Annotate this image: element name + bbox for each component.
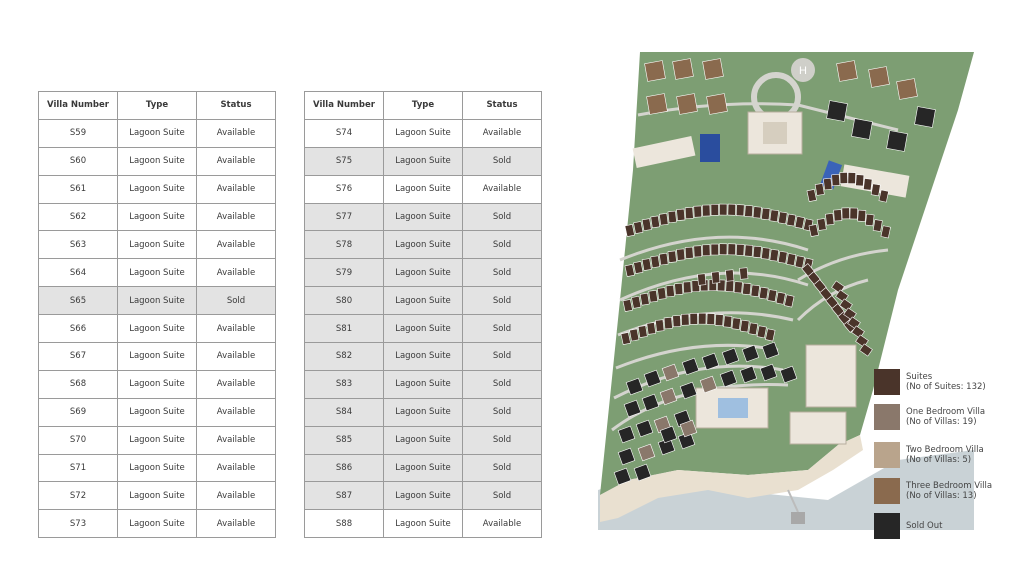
table-row	[39, 315, 276, 343]
header-status: Status	[197, 92, 276, 120]
villa-unit	[726, 280, 734, 291]
villa-number-cell: S81	[305, 315, 384, 343]
table-row	[305, 426, 542, 454]
villa-number-cell: S66	[39, 315, 118, 343]
villa-table-left	[38, 91, 276, 538]
villa-unit	[649, 290, 658, 302]
type-cell: Lagoon Suite	[384, 510, 463, 538]
table-row	[39, 510, 276, 538]
type-cell: Lagoon Suite	[384, 119, 463, 147]
type-cell: Lagoon Suite	[384, 287, 463, 315]
table-row	[39, 203, 276, 231]
villa-unit	[707, 94, 728, 115]
legend-swatch	[874, 513, 900, 539]
type-cell: Lagoon Suite	[118, 426, 197, 454]
villa-unit	[761, 208, 770, 220]
villa-unit	[832, 174, 840, 185]
villa-number-cell: S80	[305, 287, 384, 315]
villa-unit	[677, 94, 698, 115]
type-cell: Lagoon Suite	[384, 482, 463, 510]
villa-unit	[728, 204, 736, 215]
villa-unit	[657, 288, 666, 300]
legend-title: One Bedroom Villa	[906, 407, 986, 417]
legend-title: Two Bedroom Villa	[906, 445, 984, 455]
villa-unit	[711, 244, 719, 255]
villa-unit	[690, 313, 698, 324]
status-cell: Sold	[463, 482, 542, 510]
villa-number-cell: S79	[305, 259, 384, 287]
status-cell: Available	[197, 147, 276, 175]
villa-unit	[632, 296, 641, 308]
villa-unit	[666, 285, 675, 297]
table-header-row	[39, 92, 276, 120]
villa-number-cell: S69	[39, 398, 118, 426]
villa-number-cell: S62	[39, 203, 118, 231]
villa-unit	[640, 293, 649, 305]
villa-unit	[703, 59, 724, 80]
legend-label	[906, 521, 942, 531]
villa-unit	[728, 244, 736, 255]
type-cell: Lagoon Suite	[384, 454, 463, 482]
villa-unit	[683, 282, 691, 293]
villa-unit	[770, 249, 779, 261]
villa-unit	[865, 214, 874, 226]
table-row	[305, 231, 542, 259]
villa-unit	[887, 131, 908, 152]
villa-unit	[694, 246, 702, 257]
villa-unit	[659, 213, 668, 225]
villa-unit	[675, 283, 683, 295]
villa-number-cell: S72	[39, 482, 118, 510]
villa-unit	[634, 221, 643, 233]
legend-swatch	[874, 442, 900, 468]
status-cell: Sold	[463, 203, 542, 231]
resort-building	[806, 345, 856, 407]
table-row	[305, 343, 542, 371]
legend-count: (No of Villas: 19)	[906, 417, 977, 427]
villa-unit	[817, 218, 826, 230]
type-cell: Lagoon Suite	[118, 454, 197, 482]
villa-number-cell: S87	[305, 482, 384, 510]
table-row	[39, 370, 276, 398]
status-cell: Available	[197, 203, 276, 231]
villa-number-cell: S70	[39, 426, 118, 454]
main-building-courtyard	[763, 122, 787, 144]
type-cell: Lagoon Suite	[118, 343, 197, 371]
type-cell: Lagoon Suite	[118, 370, 197, 398]
villa-unit	[698, 313, 706, 324]
villa-unit	[651, 216, 660, 228]
villa-unit	[745, 245, 753, 256]
villa-unit	[852, 119, 873, 140]
table-row	[39, 426, 276, 454]
villa-unit	[778, 212, 787, 224]
resort-pool	[718, 398, 748, 418]
villa-unit	[715, 314, 723, 325]
villa-unit	[724, 316, 732, 328]
status-cell: Available	[197, 370, 276, 398]
villa-unit	[711, 204, 719, 215]
villa-unit	[759, 287, 768, 299]
type-cell: Lagoon Suite	[384, 203, 463, 231]
villa-number-cell: S67	[39, 343, 118, 371]
table-row	[305, 119, 542, 147]
legend-swatch	[874, 478, 900, 504]
villa-unit	[873, 220, 882, 232]
villa-table-right	[304, 91, 542, 538]
villa-number-cell: S88	[305, 510, 384, 538]
villa-unit	[734, 282, 742, 294]
table-row	[305, 370, 542, 398]
legend-title: Three Bedroom Villa	[906, 481, 993, 491]
villa-unit	[677, 209, 685, 221]
status-cell: Available	[463, 119, 542, 147]
status-cell: Available	[197, 482, 276, 510]
type-cell: Lagoon Suite	[118, 147, 197, 175]
legend-item	[874, 368, 986, 396]
villa-unit	[757, 326, 766, 338]
status-cell: Available	[197, 315, 276, 343]
villa-unit	[825, 213, 834, 225]
villa-unit	[815, 183, 824, 195]
villa-unit	[837, 61, 858, 82]
villa-number-cell: S83	[305, 370, 384, 398]
villa-unit	[736, 244, 744, 255]
table-row	[305, 287, 542, 315]
villa-unit	[642, 259, 651, 271]
status-cell: Available	[197, 510, 276, 538]
header-villa-number: Villa Number	[39, 92, 118, 120]
status-cell: Available	[197, 175, 276, 203]
type-cell: Lagoon Suite	[384, 315, 463, 343]
villa-unit	[664, 317, 672, 329]
table-row	[39, 454, 276, 482]
type-cell: Lagoon Suite	[118, 203, 197, 231]
status-cell: Sold	[463, 259, 542, 287]
villa-unit	[634, 261, 643, 273]
villa-unit	[770, 210, 779, 222]
table-row	[39, 147, 276, 175]
legend-label	[906, 481, 992, 501]
villa-unit	[668, 251, 677, 263]
type-cell: Lagoon Suite	[384, 175, 463, 203]
villa-unit	[745, 205, 753, 216]
status-cell: Sold	[463, 454, 542, 482]
villa-unit	[659, 253, 668, 265]
resort-building	[790, 412, 846, 444]
villa-unit	[702, 205, 710, 216]
type-cell: Lagoon Suite	[384, 147, 463, 175]
type-cell: Lagoon Suite	[118, 259, 197, 287]
villa-unit	[827, 101, 848, 122]
table-row	[305, 147, 542, 175]
villa-unit	[698, 274, 706, 286]
villa-unit	[647, 94, 668, 115]
villa-unit	[897, 79, 918, 100]
helipad-label: H	[799, 65, 807, 77]
status-cell: Available	[197, 426, 276, 454]
table-row	[39, 119, 276, 147]
villa-number-cell: S60	[39, 147, 118, 175]
villa-number-cell: S75	[305, 147, 384, 175]
table-row	[305, 510, 542, 538]
legend-swatch	[874, 404, 900, 430]
status-cell: Available	[197, 343, 276, 371]
status-cell: Available	[463, 175, 542, 203]
legend-count: (No of Villas: 13)	[906, 491, 977, 501]
villa-unit	[719, 244, 727, 255]
villa-unit	[869, 67, 890, 88]
villa-unit	[848, 172, 856, 183]
type-cell: Lagoon Suite	[118, 482, 197, 510]
status-cell: Available	[463, 510, 542, 538]
villa-unit	[685, 207, 693, 218]
legend-count: (No of Villas: 5)	[906, 455, 972, 465]
type-cell: Lagoon Suite	[118, 287, 197, 315]
villa-unit	[736, 205, 744, 216]
villa-unit	[915, 107, 936, 128]
villa-unit	[732, 318, 741, 330]
status-cell: Sold	[197, 287, 276, 315]
villa-unit	[863, 178, 872, 190]
villa-unit	[753, 246, 761, 258]
villa-unit	[630, 329, 639, 341]
villa-unit	[707, 313, 715, 324]
status-cell: Sold	[463, 370, 542, 398]
legend-item	[874, 477, 992, 505]
villa-unit	[871, 184, 880, 196]
table-row	[39, 482, 276, 510]
type-cell: Lagoon Suite	[384, 426, 463, 454]
legend-title: Sold Out	[906, 521, 943, 531]
villa-unit	[778, 251, 787, 263]
villa-unit	[685, 247, 693, 258]
villa-unit	[677, 249, 685, 261]
status-cell: Sold	[463, 398, 542, 426]
villa-unit	[645, 61, 666, 82]
villa-unit	[740, 320, 749, 332]
villa-unit	[795, 256, 804, 268]
villa-number-cell: S64	[39, 259, 118, 287]
table-row	[305, 203, 542, 231]
type-cell: Lagoon Suite	[384, 343, 463, 371]
status-cell: Available	[197, 259, 276, 287]
villa-unit	[856, 175, 864, 186]
table-row	[305, 175, 542, 203]
villa-number-cell: S68	[39, 370, 118, 398]
villa-unit	[823, 178, 832, 190]
villa-unit	[702, 245, 710, 256]
villa-unit	[726, 270, 734, 282]
table-row	[39, 398, 276, 426]
villa-unit	[742, 283, 751, 295]
status-cell: Sold	[463, 343, 542, 371]
villa-number-cell: S86	[305, 454, 384, 482]
villa-unit	[768, 290, 777, 302]
villa-number-cell: S76	[305, 175, 384, 203]
villa-unit	[749, 323, 758, 335]
villa-unit	[651, 256, 660, 268]
villa-unit	[740, 268, 748, 280]
villa-unit	[850, 208, 858, 219]
legend-count: (No of Suites: 132)	[906, 382, 986, 392]
villa-number-cell: S71	[39, 454, 118, 482]
header-status: Status	[463, 92, 542, 120]
status-cell: Sold	[463, 287, 542, 315]
villa-unit	[668, 211, 677, 223]
legend-item	[874, 441, 984, 469]
table-row	[39, 287, 276, 315]
villa-unit	[787, 214, 796, 226]
status-cell: Available	[197, 398, 276, 426]
villa-unit	[776, 292, 785, 304]
villa-unit	[642, 219, 651, 231]
type-cell: Lagoon Suite	[384, 370, 463, 398]
status-cell: Sold	[463, 147, 542, 175]
status-cell: Available	[197, 454, 276, 482]
type-cell: Lagoon Suite	[118, 398, 197, 426]
villa-unit	[753, 207, 761, 219]
villa-unit	[673, 59, 694, 80]
villa-number-cell: S61	[39, 175, 118, 203]
villa-number-cell: S65	[39, 287, 118, 315]
legend-label	[906, 445, 984, 465]
status-cell: Available	[197, 119, 276, 147]
header-type: Type	[118, 92, 197, 120]
table-header-row	[305, 92, 542, 120]
header-villa-number: Villa Number	[305, 92, 384, 120]
legend-item	[874, 403, 985, 431]
status-cell: Available	[197, 231, 276, 259]
type-cell: Lagoon Suite	[118, 175, 197, 203]
table-row	[305, 315, 542, 343]
type-cell: Lagoon Suite	[384, 398, 463, 426]
villa-unit	[638, 326, 647, 338]
villa-unit	[673, 315, 681, 326]
type-cell: Lagoon Suite	[118, 315, 197, 343]
type-cell: Lagoon Suite	[384, 231, 463, 259]
villa-unit	[795, 216, 804, 228]
villa-unit	[712, 272, 720, 284]
table-row	[305, 482, 542, 510]
villa-unit	[655, 320, 664, 332]
type-cell: Lagoon Suite	[118, 119, 197, 147]
villa-unit	[681, 314, 689, 325]
jetty-platform	[791, 512, 805, 524]
villa-unit	[834, 210, 842, 221]
villa-number-cell: S78	[305, 231, 384, 259]
legend-title: Suites	[906, 372, 933, 382]
villa-unit	[647, 322, 656, 334]
status-cell: Sold	[463, 231, 542, 259]
villa-number-cell: S84	[305, 398, 384, 426]
legend-item	[874, 512, 942, 540]
type-cell: Lagoon Suite	[118, 231, 197, 259]
villa-unit	[787, 253, 796, 265]
villa-number-cell: S59	[39, 119, 118, 147]
legend-label	[906, 407, 985, 427]
table-row	[39, 259, 276, 287]
villa-unit	[761, 248, 770, 260]
villa-number-cell: S85	[305, 426, 384, 454]
pool	[700, 134, 720, 162]
status-cell: Sold	[463, 315, 542, 343]
status-cell: Sold	[463, 426, 542, 454]
villa-number-cell: S77	[305, 203, 384, 231]
header-type: Type	[384, 92, 463, 120]
type-cell: Lagoon Suite	[118, 510, 197, 538]
villa-unit	[719, 204, 727, 215]
table-row	[39, 175, 276, 203]
type-cell: Lagoon Suite	[384, 259, 463, 287]
villa-unit	[842, 208, 850, 219]
table-row	[305, 398, 542, 426]
villa-number-cell: S73	[39, 510, 118, 538]
villa-unit	[858, 210, 866, 221]
table-row	[39, 343, 276, 371]
table-row	[39, 231, 276, 259]
villa-unit	[840, 172, 848, 183]
villa-number-cell: S74	[305, 119, 384, 147]
villa-unit	[694, 206, 702, 217]
legend-label	[906, 372, 986, 392]
villa-number-cell: S82	[305, 343, 384, 371]
villa-number-cell: S63	[39, 231, 118, 259]
villa-unit	[751, 285, 760, 297]
table-row	[305, 454, 542, 482]
legend-swatch	[874, 369, 900, 395]
table-row	[305, 259, 542, 287]
